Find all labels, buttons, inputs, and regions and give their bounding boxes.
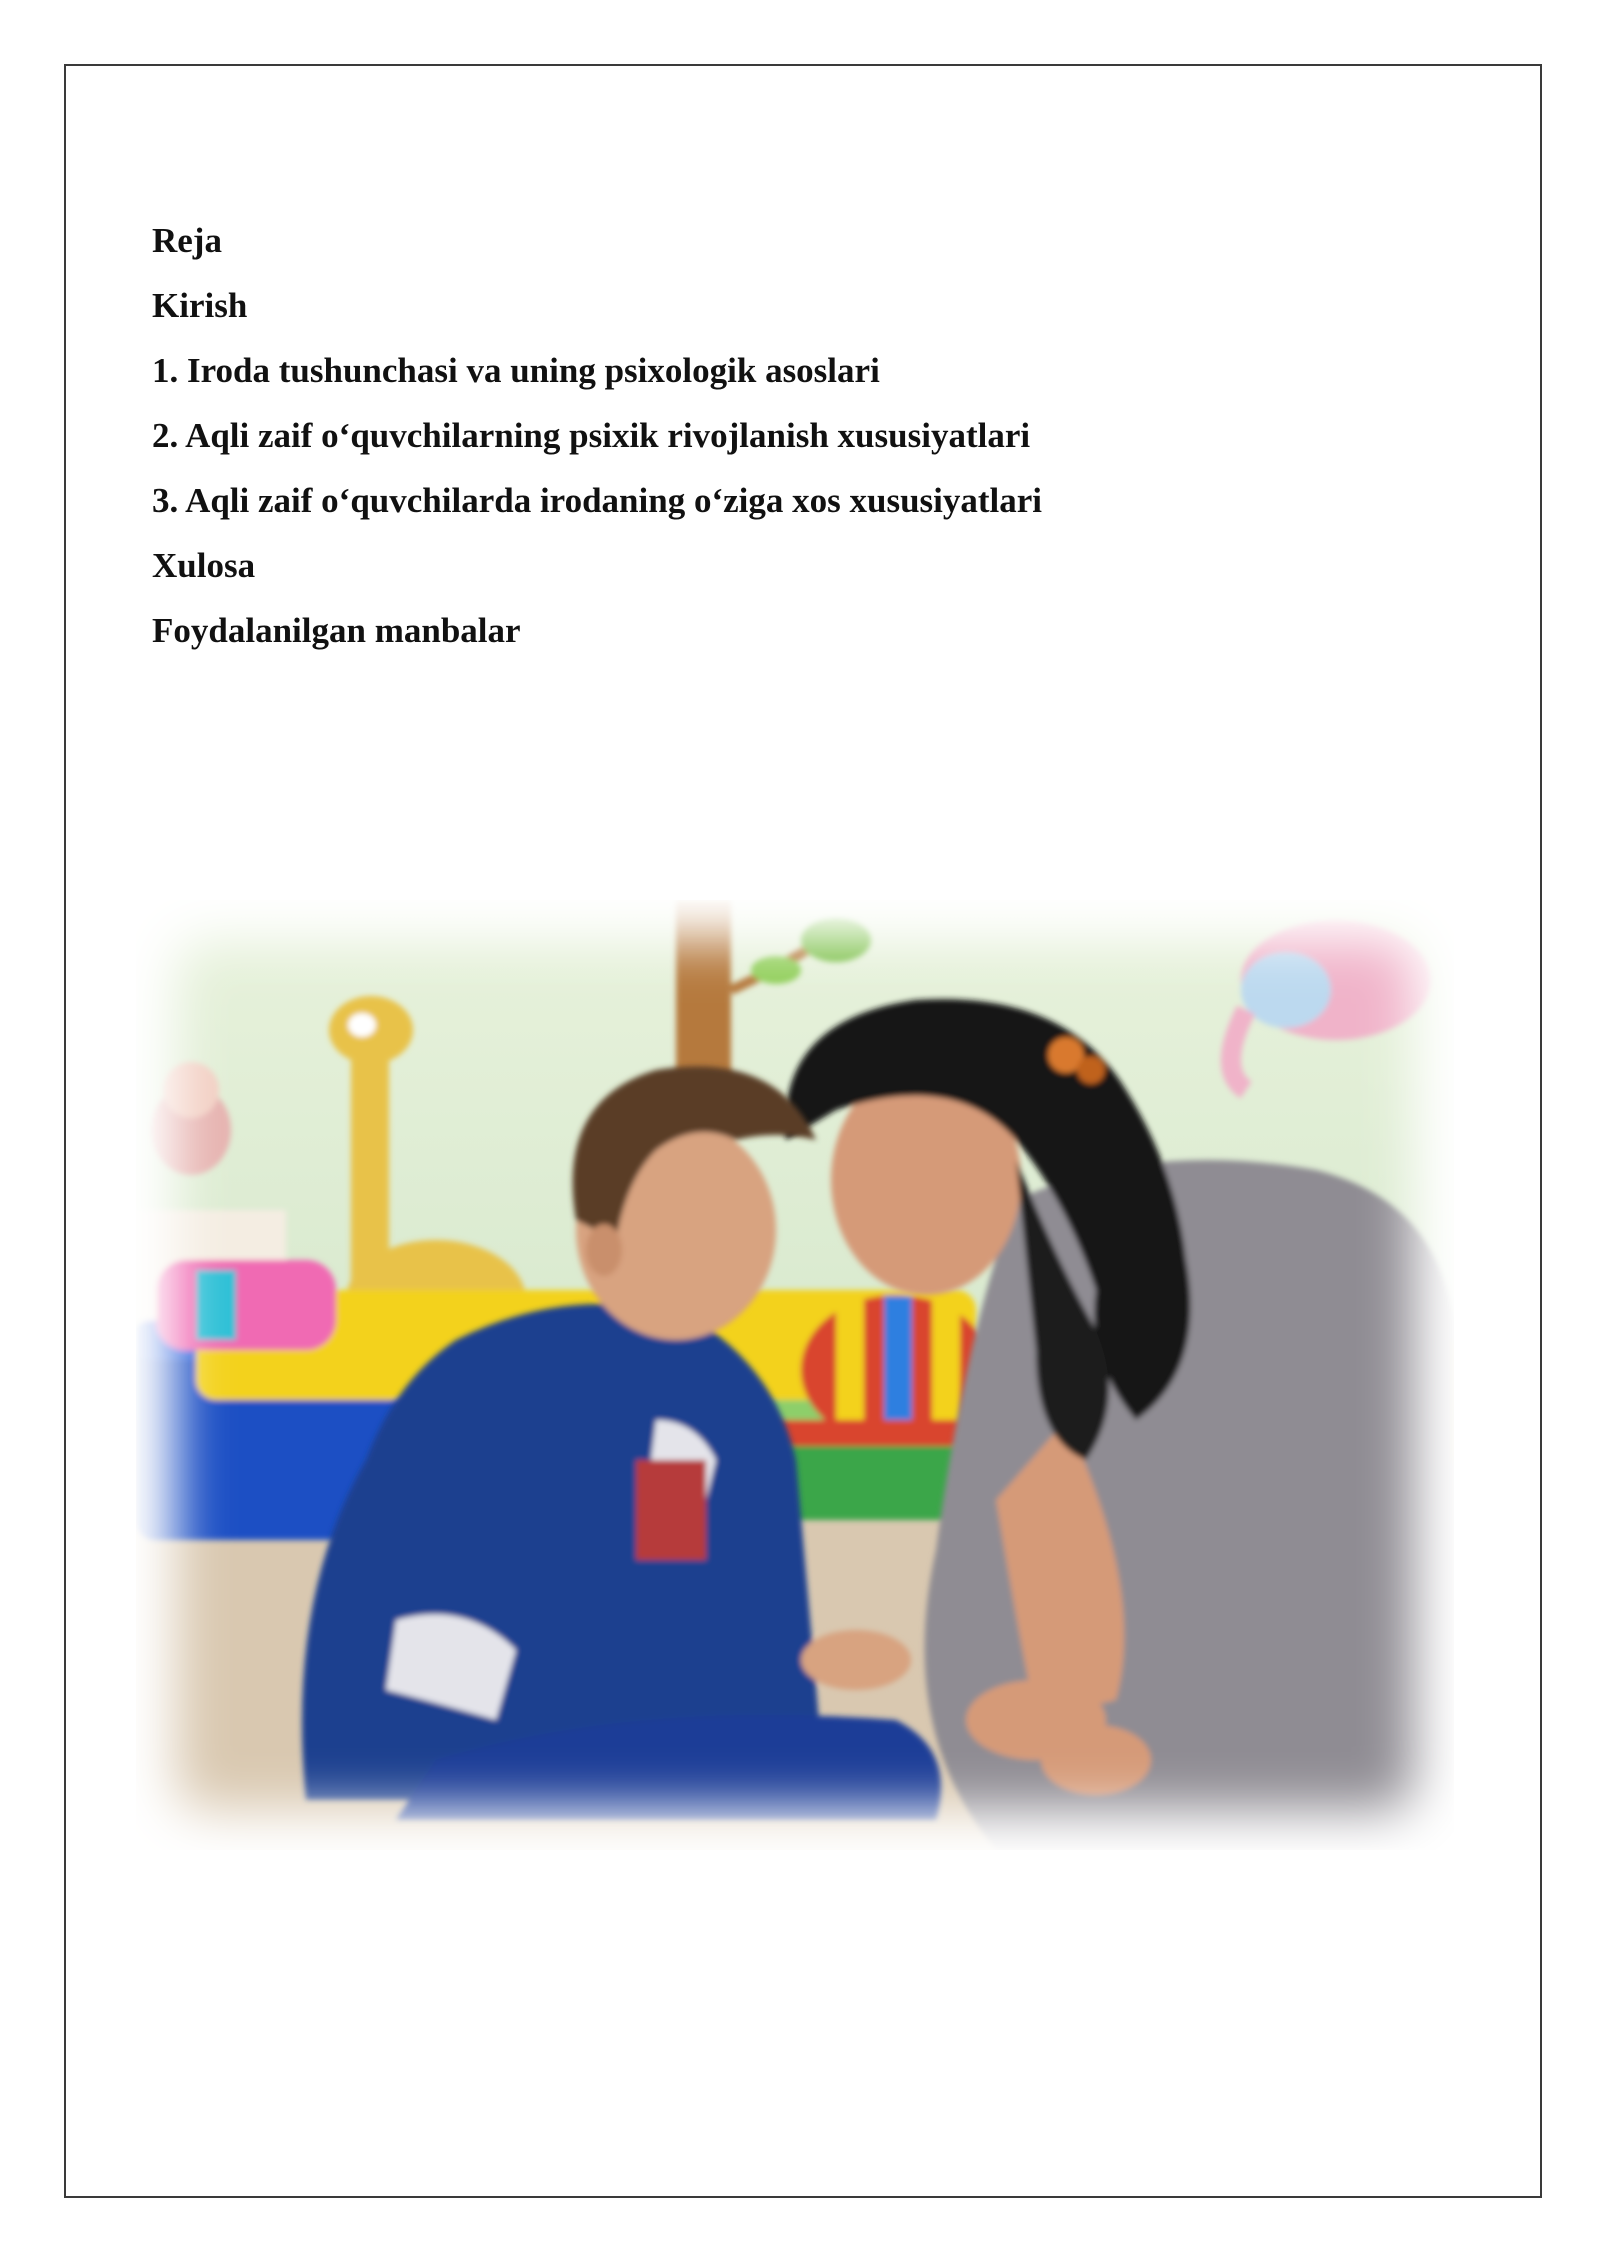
plan-heading: Reja bbox=[152, 221, 222, 260]
plan-list bbox=[152, 208, 1042, 663]
photo-illustration bbox=[136, 900, 1454, 1850]
plan-item-1: 1. Iroda tushunchasi va uning psixologik asoslari bbox=[152, 351, 880, 390]
plan-item-conclusion: Xulosa bbox=[152, 546, 256, 585]
classroom-photo bbox=[136, 900, 1454, 1850]
plan-item-3: 3. Aqli zaif o‘quvchilarda irodaning o‘ziga xos xususiyatlari bbox=[152, 481, 1043, 520]
plan-item-introduction: Kirish bbox=[152, 286, 248, 325]
plan-item-references: Foydalanilgan manbalar bbox=[152, 611, 521, 650]
plan-item-2: 2. Aqli zaif o‘quvchilarning psixik rivojlanish xususiyatlari bbox=[152, 416, 1031, 455]
